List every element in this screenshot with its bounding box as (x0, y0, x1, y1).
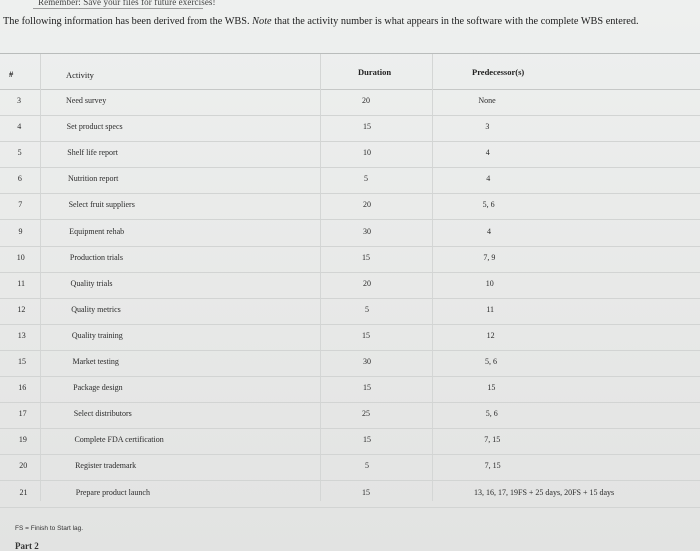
row-divider (0, 507, 700, 508)
activity-number: 3 (17, 96, 21, 105)
activity-number: 15 (18, 357, 26, 366)
activity-number: 13 (17, 330, 26, 340)
activity-number: 5 (17, 148, 22, 158)
table-row (0, 403, 700, 429)
header-activity: Activity (66, 70, 94, 80)
activity-number: 6 (17, 174, 22, 184)
activity-duration: 20 (363, 278, 371, 288)
activity-duration: 20 (363, 200, 371, 210)
table-top-rule (0, 53, 700, 54)
intro-paragraph (3, 16, 697, 27)
activity-duration: 30 (363, 357, 371, 366)
table-row (0, 142, 700, 168)
activity-predecessors: 15 (487, 383, 496, 393)
table-row (0, 247, 700, 273)
table-row (0, 377, 700, 403)
activity-duration: 15 (363, 383, 371, 393)
activity-name: Quality trials (70, 278, 113, 288)
activity-name: Package design (73, 383, 123, 393)
activity-name: Nutrition report (67, 174, 119, 184)
header-duration: Duration (358, 67, 392, 77)
activity-name: Set product specs (66, 122, 123, 132)
activity-predecessors: 5, 6 (482, 200, 495, 210)
activity-duration: 30 (363, 226, 371, 236)
part-label: Part 2 (15, 541, 39, 551)
activity-predecessors: None (478, 96, 496, 105)
activity-number: 7 (18, 200, 23, 210)
table-row (0, 299, 700, 325)
activity-predecessors: 7, 15 (484, 461, 501, 471)
activity-number: 17 (18, 409, 27, 419)
activity-duration: 20 (362, 96, 370, 105)
activity-number: 11 (17, 278, 25, 288)
activity-duration: 5 (365, 461, 369, 471)
activity-duration: 10 (363, 148, 371, 158)
activity-name: Shelf life report (67, 148, 118, 158)
activity-duration: 5 (364, 174, 368, 184)
activity-name: Complete FDA certification (74, 435, 164, 445)
activity-name: Select distributors (73, 409, 132, 419)
table-row (0, 325, 700, 351)
footnote: FS = Finish to Start lag. (15, 525, 84, 532)
activity-predecessors: 13, 16, 17, 19FS + 25 days, 20FS + 15 days (474, 487, 615, 497)
activity-duration: 15 (363, 435, 371, 445)
header-number: # (9, 69, 14, 79)
intro-note-word: Note (252, 16, 272, 27)
activity-number: 21 (19, 487, 28, 497)
table-row (0, 482, 700, 508)
intro-text-before: The following information has been derived from the WBS. (3, 16, 253, 27)
activity-name: Register trademark (75, 461, 137, 471)
table-row (0, 429, 700, 455)
activity-predecessors: 12 (486, 330, 495, 340)
activity-duration: 15 (362, 252, 370, 262)
activity-number: 20 (19, 461, 28, 471)
activity-predecessors: 3 (485, 122, 490, 132)
reminder-underline (33, 8, 203, 9)
activity-name: Need survey (66, 96, 107, 105)
activity-number: 16 (18, 383, 27, 393)
activity-predecessors: 5, 6 (485, 409, 498, 419)
activity-number: 9 (18, 226, 23, 236)
activity-name: Production trials (69, 252, 123, 262)
activity-duration: 15 (363, 122, 371, 132)
activity-predecessors: 7, 15 (484, 435, 501, 445)
intro-text-after: that the activity number is what appears in the software with the complete WBS entered. (271, 16, 639, 27)
activity-name: Prepare product launch (75, 487, 150, 497)
activity-name: Market testing (72, 357, 119, 366)
activity-name: Quality metrics (71, 304, 121, 314)
activity-number: 10 (16, 252, 25, 262)
activity-duration: 25 (362, 409, 370, 419)
table-row (0, 221, 700, 247)
activity-predecessors: 7, 9 (483, 252, 496, 262)
activity-predecessors: 4 (486, 174, 491, 184)
activity-name: Equipment rehab (69, 226, 125, 236)
table-row (0, 351, 700, 377)
header-predecessors: Predecessor(s) (472, 67, 525, 77)
table-row (0, 90, 700, 116)
activity-predecessors: 4 (485, 148, 490, 158)
activity-name: Select fruit suppliers (68, 200, 135, 210)
activity-duration: 15 (362, 330, 370, 340)
activity-predecessors: 10 (485, 278, 494, 288)
table-row (0, 116, 700, 142)
table-row (0, 455, 700, 481)
activity-duration: 5 (365, 304, 369, 314)
activity-number: 12 (17, 304, 26, 314)
activity-predecessors: 4 (487, 226, 491, 236)
table-row (0, 194, 700, 220)
table-row (0, 273, 700, 299)
activity-duration: 15 (362, 487, 370, 497)
activity-name: Quality training (71, 330, 123, 340)
reminder-text: Remember: Save your files for future exercises! (38, 0, 216, 7)
activity-predecessors: 11 (486, 304, 495, 314)
activity-number: 4 (17, 122, 22, 132)
table-row (0, 168, 700, 194)
activity-predecessors: 5, 6 (485, 357, 497, 366)
activity-number: 19 (18, 435, 27, 445)
